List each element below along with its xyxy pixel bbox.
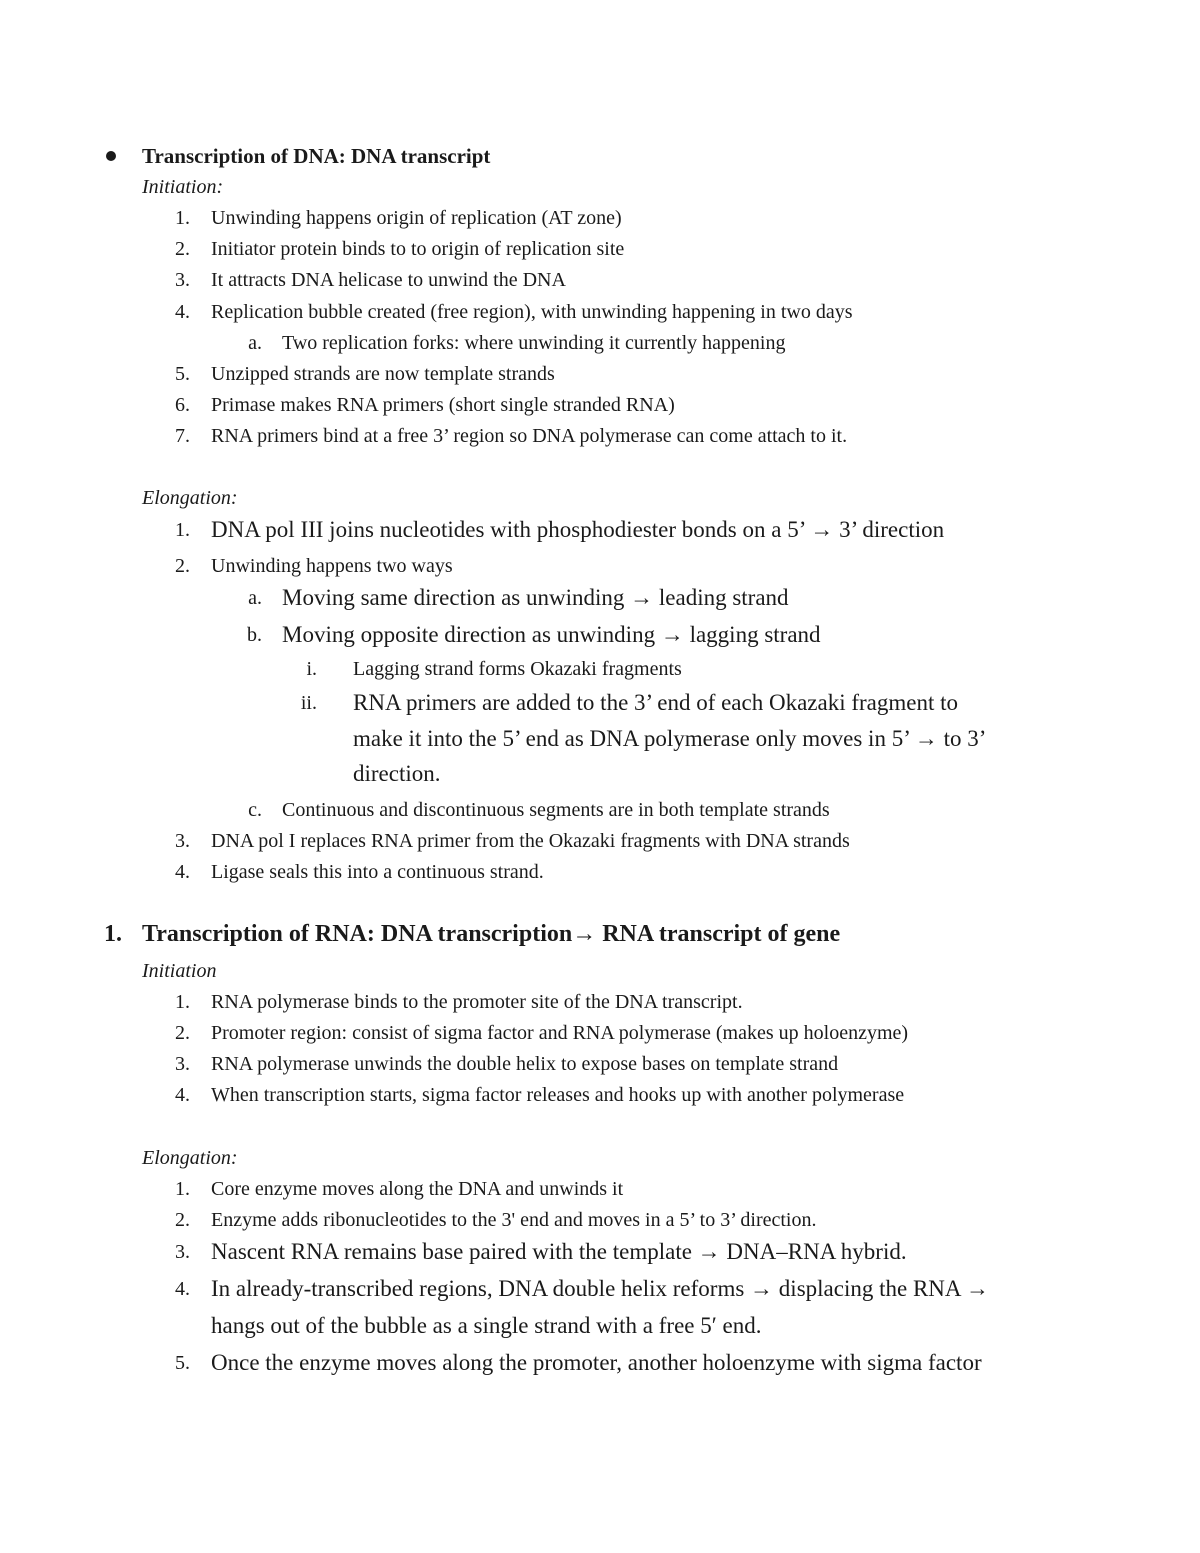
section-title: Transcription of RNA: DNA transcription→ RNA transcript of gene (142, 921, 841, 947)
initiation-label: Initiation: (142, 176, 224, 198)
elongation-label: Elongation: (142, 1147, 238, 1169)
section-number: 1. (104, 921, 122, 947)
elongation-label: Elongation: (142, 487, 238, 509)
initiation-label: Initiation (142, 960, 217, 982)
section-title: Transcription of DNA: DNA transcript (142, 144, 491, 168)
bullet-icon (106, 151, 116, 161)
